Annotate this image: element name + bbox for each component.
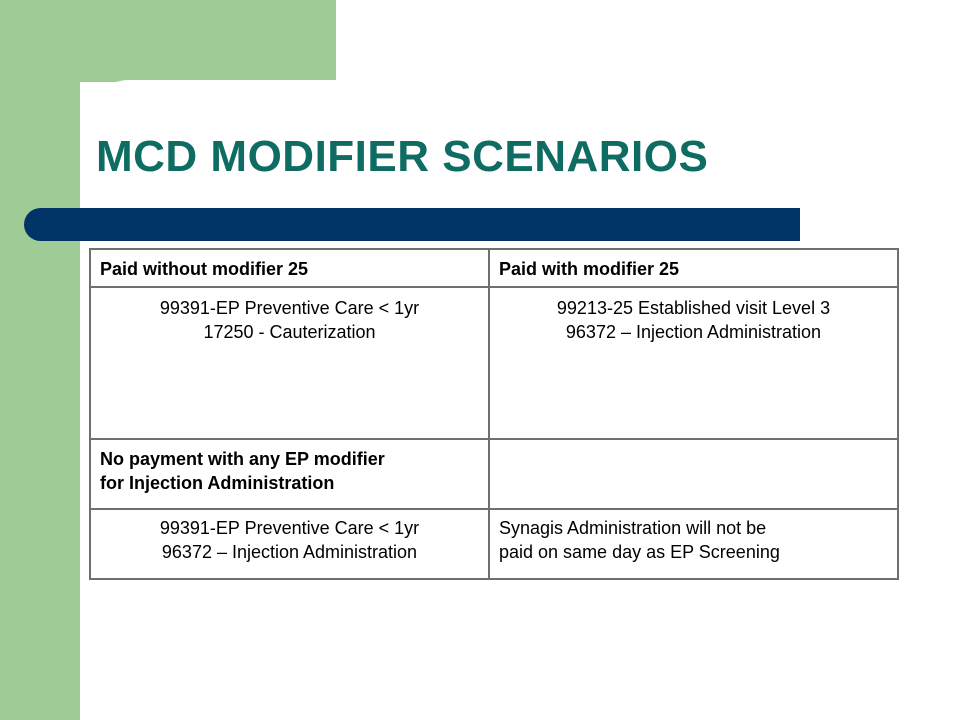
table-row [90,287,898,439]
cell-text-line: No payment with any EP modifier [100,449,385,469]
header-cell-without-modifier: Paid without modifier 25 [90,249,489,287]
table-cell [90,509,489,579]
table-cell [90,439,489,509]
title-underline-bar [24,208,800,241]
cell-text-line: Synagis Administration will not be [499,518,767,538]
cell-text-line: 17250 - Cauterization [203,322,376,342]
cell-text-line: 99391-EP Preventive Care < 1yr [159,298,420,318]
cell-text-line: for Injection Administration [100,473,335,493]
table-header-row [90,249,898,287]
modifier-scenarios-table [89,248,899,580]
table-row [90,439,898,509]
cell-text-line: 99213-25 Established visit Level 3 [556,298,831,318]
cell-text-line: 96372 – Injection Administration [565,322,822,342]
cell-text-line: paid on same day as EP Screening [499,542,780,562]
cell-text-line: 99391-EP Preventive Care < 1yr [159,518,420,538]
table-cell [90,287,489,439]
empty-table-cell [489,439,898,509]
table-cell [489,287,898,439]
decorative-green-sidebar [0,0,80,720]
header-cell-with-modifier: Paid with modifier 25 [489,249,898,287]
table-cell [489,509,898,579]
table-row [90,509,898,579]
slide-title: MCD MODIFIER SCENARIOS [96,132,709,181]
cell-text-line: 96372 – Injection Administration [161,542,418,562]
